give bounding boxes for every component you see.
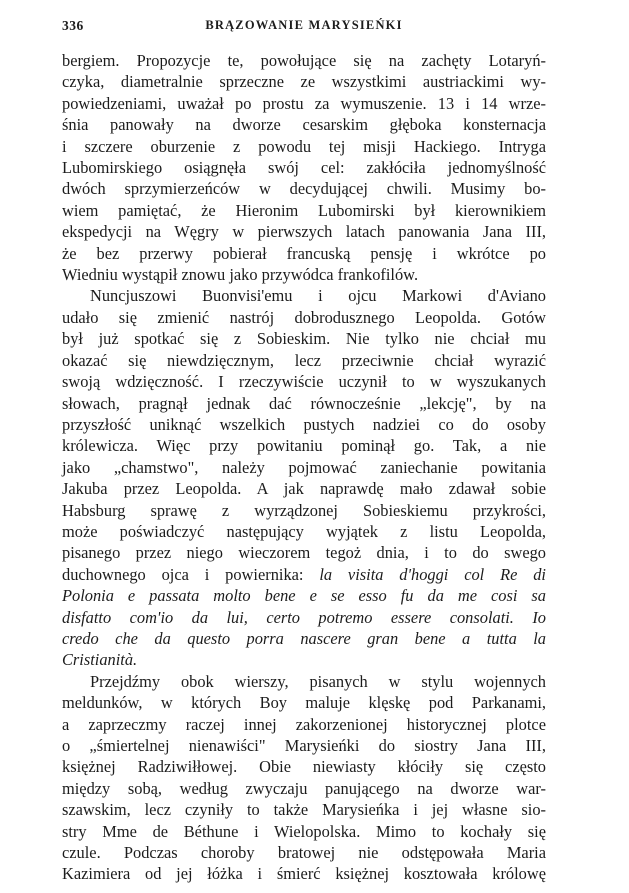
- body-text: [62, 50, 546, 885]
- text-line: że bez przerwy pobierał francuską pensję i wkrótce po: [62, 243, 546, 263]
- text-line: śnia panowały na dworze cesarskim głęboka konsternacja: [62, 115, 546, 135]
- text-line: Kazimiera od jej łóżka i śmierć księżnej kosztowała królowę: [62, 864, 546, 884]
- text-line: wiem pamiętać, że Hieronim Lubomirski był kierownikiem: [62, 200, 546, 220]
- running-title: BRĄZOWANIE MARYSIEŃKI: [205, 18, 403, 32]
- text-line: Jakuba przez Leopolda. A jak naprawdę mało zdawał sobie: [62, 479, 546, 499]
- text-line: bergiem. Propozycje te, powołujące się na zachęty Lotaryń-: [62, 51, 546, 70]
- text-line: był już spotkać się z Sobieskim. Nie tylko nie chciał mu: [62, 329, 546, 349]
- page-header: [62, 18, 546, 40]
- text-line: królewicza. Więc przy powitaniu pominął go. Tak, a nie: [62, 436, 546, 456]
- italian-quote-line: Polonia e passata molto bene e se esso fu da me cosi sa: [62, 586, 546, 606]
- text-line: księżnej Radziwiłłowej. Obie niewiasty kłóciły się często: [62, 757, 546, 777]
- text-line: o „śmiertelnej nienawiści" Marysieńki do siostry Jana III,: [62, 736, 546, 755]
- text-line: czule. Podczas choroby bratowej nie odstępowała Maria: [62, 843, 546, 863]
- text-line: jako „chamstwo", należy pojmować zaniechanie powitania: [62, 457, 546, 477]
- text-line: i szczere oburzenie z powodu tej misji Hackiego. Intryga: [62, 136, 546, 156]
- text-line: Lubomirskiego osiągnęła swój cel: zakłóciła jednomyślność: [62, 158, 546, 178]
- text-line: a zaprzeczmy raczej innej zakorzenionej historycznej plotce: [62, 714, 546, 734]
- text-line: czyka, diametralnie sprzeczne ze wszystkimi austriackimi wy-: [62, 72, 546, 92]
- text-line: szawskim, lecz czyniły to także Marysieńka i jej własne sio-: [62, 800, 546, 820]
- text-line: może poświadczyć następujący wyjątek z listu Leopolda,: [62, 521, 546, 541]
- text-line: Wiedniu wystąpił znowu jako przywódca frankofilów.: [62, 265, 419, 285]
- italian-quote-line: credo che da questo porra nascere gran bene a tutta la: [62, 628, 546, 648]
- italian-quote-line: Cristianità.: [62, 650, 138, 670]
- text-line: dwóch sprzymierzeńców w decydującej chwili. Musimy bo-: [62, 179, 546, 199]
- text-line: stry Mme de Béthune i Wielopolska. Mimo to kochały się: [62, 821, 546, 841]
- italian-quote: la visita d'hoggi col Re di: [319, 564, 546, 584]
- text-line: udało się zmienić nastrój dobrodusznego Leopolda. Gotów: [62, 307, 546, 327]
- text-line: swoją wdzięczność. I rzeczywiście uczynił to w wyszukanych: [62, 372, 546, 392]
- text-line: powiedzeniami, uważał po prostu za wymuszenie. 13 i 14 wrze-: [62, 93, 546, 113]
- text-line: okazać się niewdzięcznym, lecz przeciwnie chciał wyrazić: [62, 350, 546, 370]
- text-line: pisanego przez niego wieczorem tegoż dnia, i to do swego: [62, 543, 546, 563]
- text-line-with-quote: [62, 564, 546, 585]
- page-number: 336: [62, 18, 84, 33]
- text-line: ekspedycji na Węgry w pierwszych latach panowania Jana III,: [62, 222, 546, 242]
- paragraph-first-line: Przejdźmy obok wierszy, pisanych w stylu wojennych: [90, 671, 546, 691]
- text-line: przyszłość uniknąć wszelkich pustych nadziei co do osoby: [62, 414, 546, 434]
- paragraph-first-line: Nuncjuszowi Buonvisi'emu i ojcu Markowi d'Aviano: [90, 286, 546, 306]
- text-line: Habsburg sprawę z wyrządzonej Sobieskiemu przykrości,: [62, 500, 546, 520]
- text-line: słowach, pragnął jednak dać równocześnie „lekcję", by na: [62, 393, 546, 413]
- italian-quote-line: disfatto com'io da lui, certo potremo essere consolati. Io: [62, 607, 546, 627]
- text-line: meldunków, w których Boy maluje klęskę pod Parkanami,: [62, 693, 546, 713]
- text-line: między sobą, według zwyczaju panującego na dworze war-: [62, 778, 546, 798]
- text-segment: duchownego ojca i powiernika:: [62, 564, 304, 584]
